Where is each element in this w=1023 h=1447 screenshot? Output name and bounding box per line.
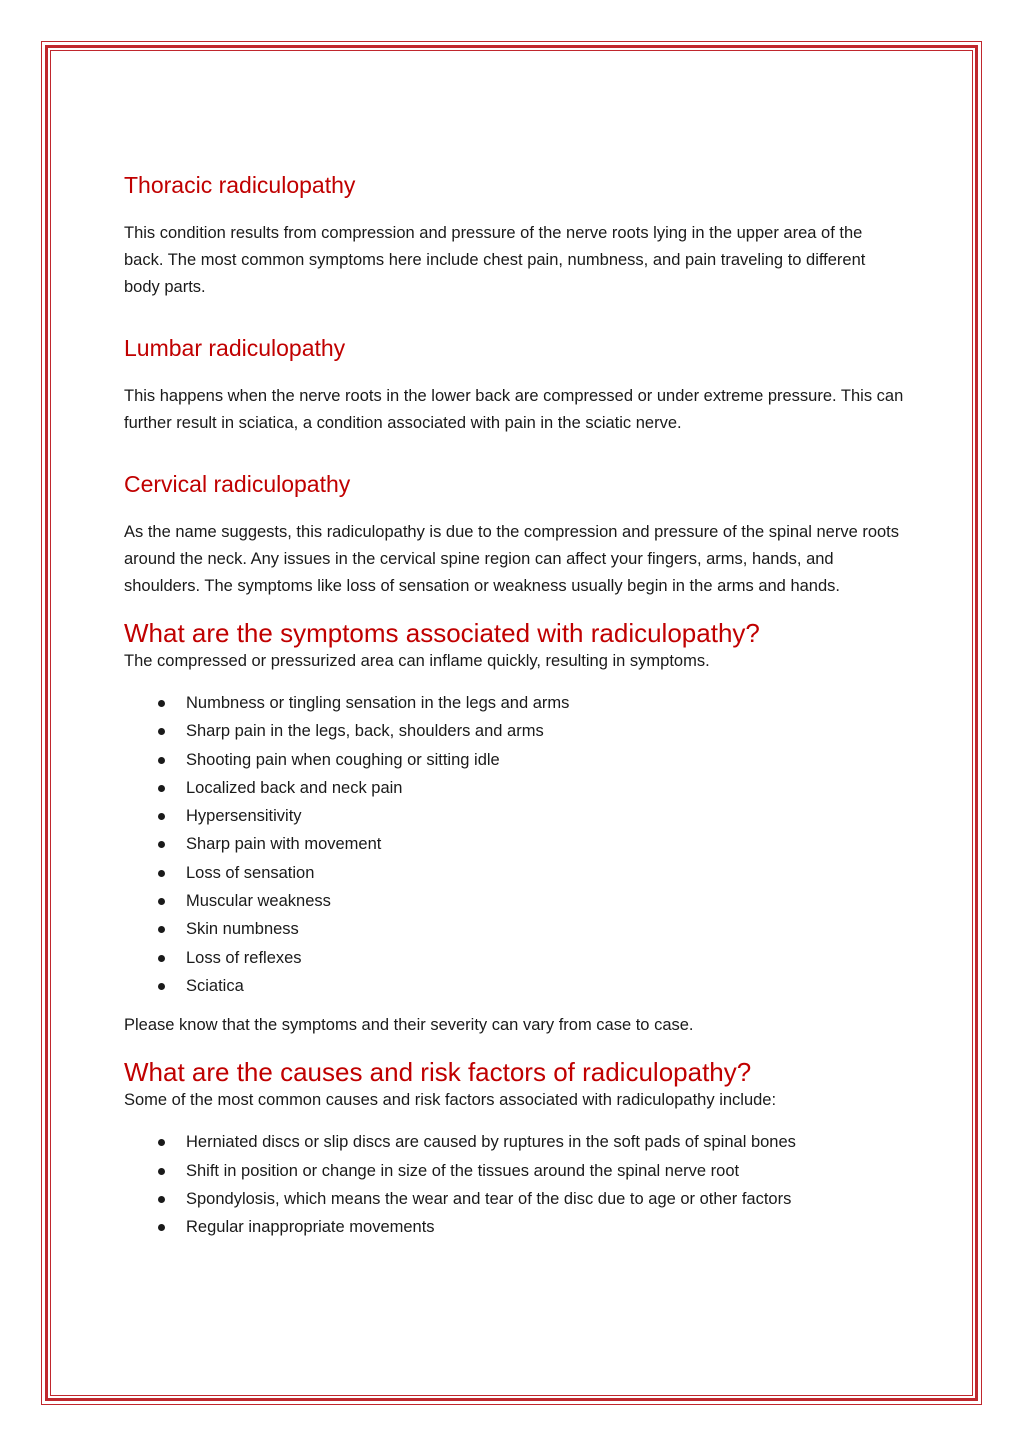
list-item-text: Sharp pain in the legs, back, shoulders and arms xyxy=(186,722,544,741)
list-item xyxy=(124,774,904,802)
list-item-text: Skin numbness xyxy=(186,920,299,939)
bullet-icon xyxy=(158,1224,165,1231)
causes-list xyxy=(124,1128,904,1241)
paragraph-symptoms-intro: The compressed or pressurized area can inflame quickly, resulting in symptoms. xyxy=(124,652,710,670)
list-item-text: Localized back and neck pain xyxy=(186,778,403,797)
list-item-text: Loss of sensation xyxy=(186,863,315,882)
list-item xyxy=(124,887,904,915)
bullet-icon xyxy=(158,983,165,990)
list-item-text: Sciatica xyxy=(186,976,244,995)
list-item xyxy=(124,746,904,774)
bullet-icon xyxy=(158,785,165,792)
list-item xyxy=(124,915,904,943)
paragraph-lumbar: This happens when the nerve roots in the lower back are compressed or under extreme pressure. This can further result in sciatica, a condition associated with pain in the sciatic nerve. xyxy=(124,387,904,432)
bullet-icon xyxy=(158,700,165,707)
list-item xyxy=(124,830,904,858)
bullet-icon xyxy=(158,813,165,820)
bullet-icon xyxy=(158,898,165,905)
paragraph-thoracic: This condition results from compression and pressure of the nerve roots lying in the upper area of the back. The most common symptoms here include chest pain, numbness, and pain traveling to different body parts. xyxy=(124,224,866,296)
bullet-icon xyxy=(158,870,165,877)
list-item xyxy=(124,1213,904,1241)
bullet-icon xyxy=(158,1196,165,1203)
paragraph-causes-intro: Some of the most common causes and risk factors associated with radiculopathy include: xyxy=(124,1091,777,1110)
list-item xyxy=(124,1157,904,1185)
bullet-icon xyxy=(158,757,165,764)
list-item-text: Loss of reflexes xyxy=(186,948,302,967)
heading-lumbar: Lumbar radiculopathy xyxy=(124,335,346,361)
bullet-icon xyxy=(158,1168,165,1175)
list-item xyxy=(124,802,904,830)
list-item-text: Herniated discs or slip discs are caused by ruptures in the soft pads of spinal bones xyxy=(186,1133,796,1152)
document-content xyxy=(124,170,904,1253)
paragraph-symptoms-note: Please know that the symptoms and their severity can vary from case to case. xyxy=(124,1016,694,1035)
bullet-icon xyxy=(158,926,165,933)
list-item-text: Spondylosis, which means the wear and tear of the disc due to age or other factors xyxy=(186,1189,792,1208)
list-item xyxy=(124,859,904,887)
list-item-text: Regular inappropriate movements xyxy=(186,1218,435,1237)
heading-cervical: Cervical radiculopathy xyxy=(124,471,351,497)
list-item-text: Muscular weakness xyxy=(186,892,331,911)
heading-thoracic: Thoracic radiculopathy xyxy=(124,172,356,198)
bullet-icon xyxy=(158,1139,165,1146)
list-item-text: Sharp pain with movement xyxy=(186,835,382,854)
bullet-icon xyxy=(158,728,165,735)
list-item xyxy=(124,972,904,1000)
paragraph-cervical: As the name suggests, this radiculopathy is due to the compression and pressure of the spinal nerve roots around the neck. Any issues in the cervical spine region can affect your fingers, arms, hands, and shoulders. The symptoms like loss of sensation or weakness usually begin in the arms and hands. xyxy=(124,523,900,595)
bullet-icon xyxy=(158,841,165,848)
list-item xyxy=(124,944,904,972)
list-item xyxy=(124,1128,904,1156)
list-item-text: Numbness or tingling sensation in the legs and arms xyxy=(186,694,570,712)
bullet-icon xyxy=(158,955,165,962)
list-item-text: Hypersensitivity xyxy=(186,807,302,826)
heading-causes: What are the causes and risk factors of radiculopathy? xyxy=(124,1057,752,1088)
list-item xyxy=(124,689,904,717)
symptoms-list xyxy=(124,689,904,1000)
heading-symptoms: What are the symptoms associated with radiculopathy? xyxy=(124,618,760,648)
list-item-text: Shift in position or change in size of the tissues around the spinal nerve root xyxy=(186,1161,740,1180)
list-item-text: Shooting pain when coughing or sitting idle xyxy=(186,750,500,769)
list-item xyxy=(124,1185,904,1213)
list-item xyxy=(124,717,904,745)
